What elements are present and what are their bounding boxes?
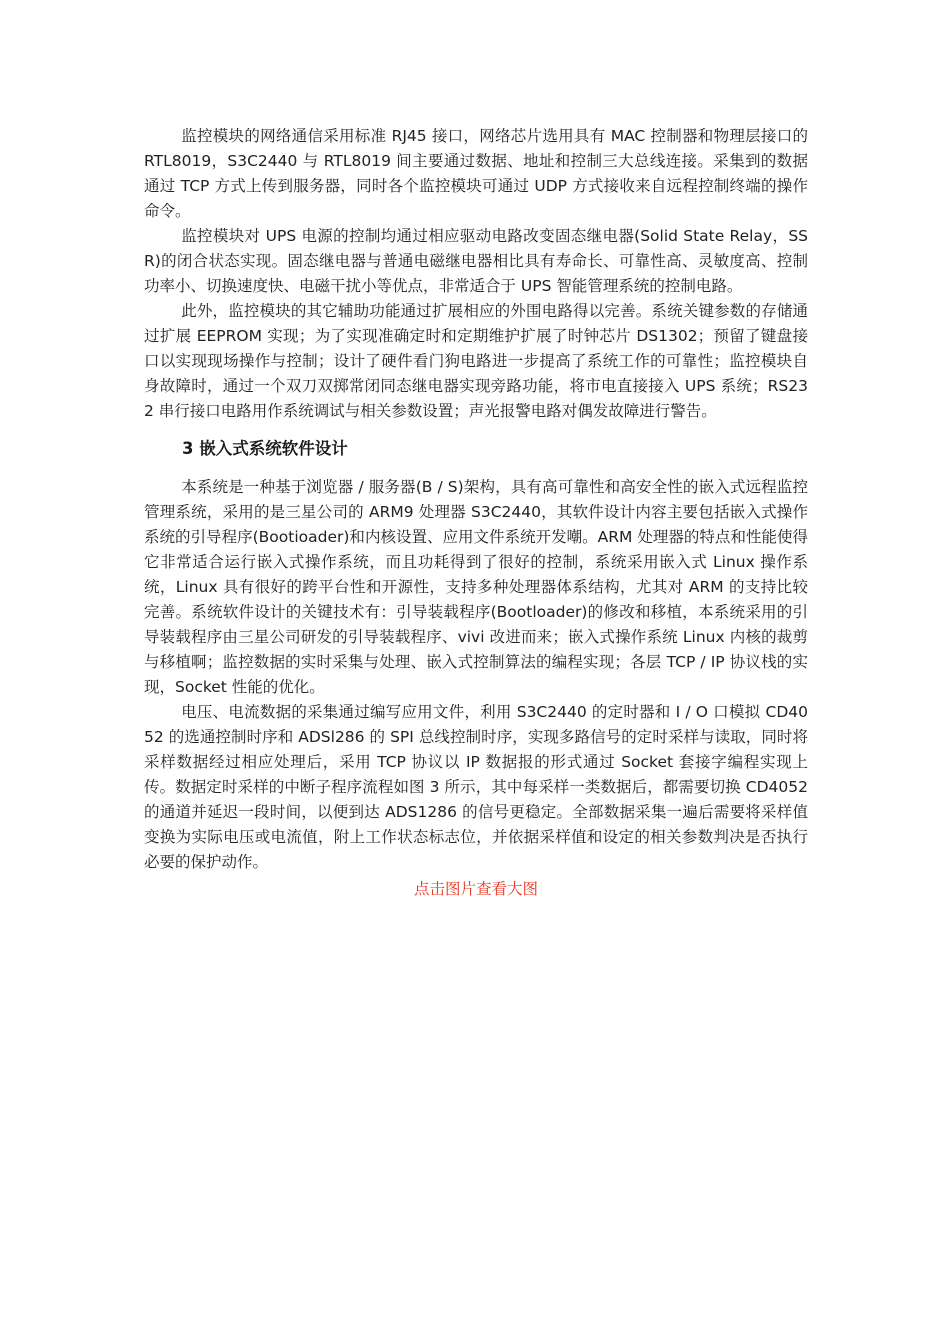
- paragraph-software-design: 本系统是一种基于浏览器 / 服务器(B / S)架构，具有高可靠性和高安全性的嵌入式远程监控管理系统，采用的是三星公司的 ARM9 处理器 S3C2440，其软件设计内容主要包括嵌入式操作系统的引导程序(Bootioader)和内核设置、应用文件系统开发嘲。ARM 处理器的特点和性能使得它非常适合运行嵌入式操作系统，而且功耗得到了很好的控制，系统采用嵌入式 Linux 操作系统，Linux 具有很好的跨平台性和开源性，支持多种处理器体系结构，尤其对 ARM 的支持比较完善。系统软件设计的关键技术有：引导装载程序(Bootloader)的修改和移植，本系统采用的引导装载程序由三星公司研发的引导装载程序、vivi 改进而来；嵌入式操作系统 Linux 内核的裁剪与移植啊；监控数据的实时采集与处理、嵌入式控制算法的编程实现；各层 TCP / IP 协议栈的实现，Socket 性能的优化。: [144, 478, 808, 696]
- article-body: [144, 124, 808, 902]
- paragraph-auxiliary: 此外，监控模块的其它辅助功能通过扩展相应的外围电路得以完善。系统关键参数的存储通过扩展 EEPROM 实现；为了实现准确定时和定期维护扩展了时钟芯片 DS1302；预留了键盘接口以实现现场操作与控制；设计了硬件看门狗电路进一步提高了系统工作的可靠性；监控模块自身故障时，通过一个双刀双掷常闭同态继电器实现旁路功能，将市电直接接入 UPS 系统；RS232 串行接口电路用作系统调试与相关参数设置；声光报警电路对偶发故障进行警告。: [144, 302, 808, 420]
- section-heading: 3 嵌入式系统软件设计: [182, 439, 348, 458]
- view-large-image-link[interactable]: 点击图片查看大图: [413, 880, 538, 898]
- paragraph-ssr-control: 监控模块对 UPS 电源的控制均通过相应驱动电路改变固态继电器(Solid State Relay，SSR)的闭合状态实现。固态继电器与普通电磁继电器相比具有寿命长、可靠性高、灵敏度高、控制功率小、切换速度快、电磁干扰小等优点，非常适合于 UPS 智能管理系统的控制电路。: [144, 227, 808, 295]
- paragraph-network: 监控模块的网络通信采用标准 RJ45 接口，网络芯片选用具有 MAC 控制器和物理层接口的 RTL8019，S3C2440 与 RTL8019 间主要通过数据、地址和控制三大总线连接。采集到的数据通过 TCP 方式上传到服务器，同时各个监控模块可通过 UDP 方式接收来自远程控制终端的操作命令。: [144, 127, 808, 220]
- paragraph-data-acquisition: 电压、电流数据的采集通过编写应用文件，利用 S3C2440 的定时器和 I / O 口模拟 CD4052 的选通控制时序和 ADSl286 的 SPI 总线控制时序，实现多路信号的定时采样与读取，同时将采样数据经过相应处理后，采用 TCP 协议以 IP 数据报的形式通过 Socket 套接字编程实现上传。数据定时采样的中断子程序流程如图 3 所示，其中每采样一类数据后，都需要切换 CD4052 的通道并延迟一段时间，以便到达 ADS1286 的信号更稳定。全部数据采集一遍后需要将采样值变换为实际电压或电流值，附上工作状态标志位，并依据采样值和设定的相关参数判决是否执行必要的保护动作。: [144, 703, 808, 871]
